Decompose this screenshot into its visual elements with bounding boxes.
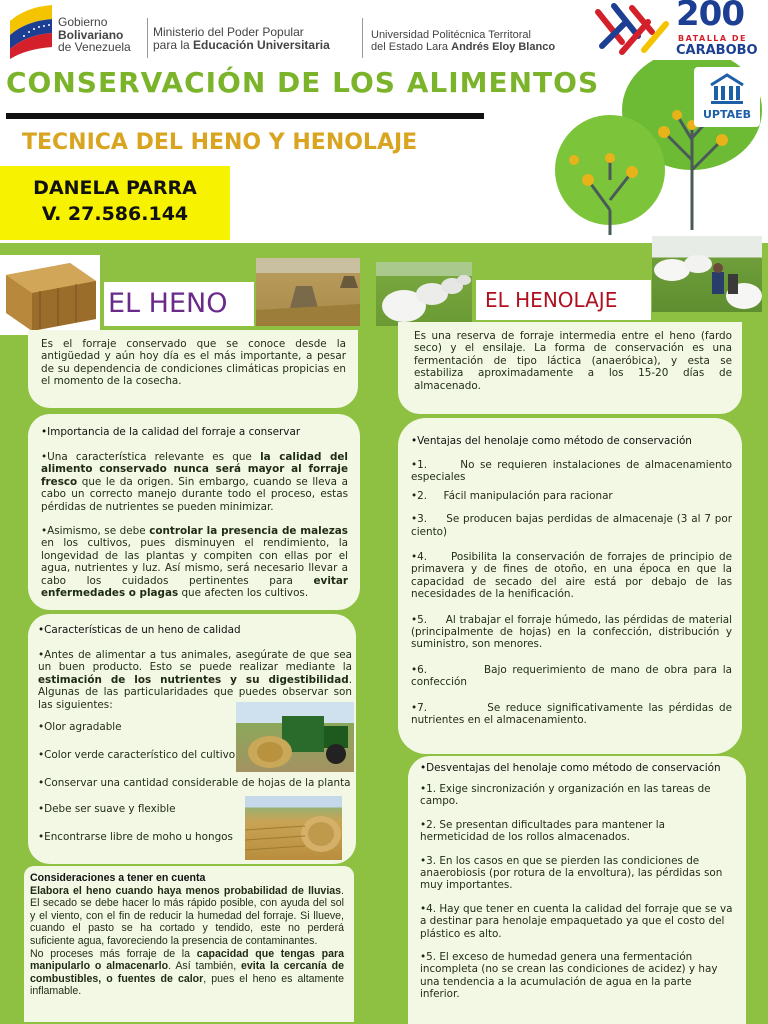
calidad-p2-c: en los cultivos, pues disminuyen el rendimiento, la longevidad de las plantas y compiten con ellas por el agua, nutrientes y luz. Así mismo, será necesario llevar a cabo los cuidados pertinentes para [41,537,348,587]
ventaja-item-7: •7. Se reduce significativamente las pérdidas de nutrientes en el almacenamiento. [411,701,736,727]
uptaeb-building-icon [707,71,747,107]
ventaja-item-2: •2. Fácil manipulación para racionar [411,489,613,502]
desventaja-item-5: •5. El exceso de humedad genera una fermentación incompleta (no se crean las condiciones de acidez) y hay una tendencia a la acumulación de agua en la parte inferior. [420,951,718,1001]
calidad-p2-a: •Asimismo, se debe [41,525,150,538]
author-name: DANELA PARRA [33,177,197,199]
uni-line1: Universidad Politécnica Territoral [371,29,531,41]
bicentennial-line2: CARABOBO [676,43,758,58]
gov-line3: de Venezuela [58,40,131,55]
caract-p1-c: . Algunas de las particularidades que puedes observar son las siguientes: [38,673,352,711]
university-name [371,30,555,53]
caract-item-4: •Debe ser suave y flexible [38,803,176,816]
consid-p2-e: , pues el heno es altamente inflamable. [30,972,344,998]
consid-p2-d: evita la cercanía de combustibles, o fuentes de calor [30,960,344,985]
calidad-p2-e: que afecten los cultivos. [178,587,309,600]
henolaje-workers-photo [652,236,762,312]
desventaja-item-3: •3. En los casos en que se pierden las condiciones de anaerobiosis (por rotura de la envoltura), las pérdidas son muy importantes. [420,854,723,892]
ventaja-item-5: •5. Al trabajar el forraje húmedo, las pérdidas de material (principalmente de hojas) en la confección, distribución y suministro, son menores. [411,613,736,651]
consid-p1-a: Elabora el heno cuando haya menos probabilidad de lluvias [30,884,342,897]
tractor-baler-photo [236,702,354,772]
heno-heading: EL HENO [104,282,254,326]
calidad-p2-d: evitar enfermedades o plagas [41,574,348,600]
ventajas-title: •Ventajas del henolaje como método de conservación [411,435,692,447]
caract-item-3: •Conservar una cantidad considerable de hojas de la planta [38,776,351,789]
caract-title: •Características de un heno de calidad [38,624,241,636]
caract-p1-a: •Antes de alimentar a tus animales, asegúrate de que sea un buen producto. Esto se puede realizar mediante la [38,649,352,674]
page-title: CONSERVACIÓN DE LOS ALIMENTOS [6,66,600,99]
hay-field-photo [256,258,360,326]
gov-name [58,16,131,54]
bicentennial-stripes-icon [592,2,672,58]
page-subtitle: TECNICA DEL HENO Y HENOLAJE [22,130,418,155]
author-box [0,166,230,240]
calidad-paragraph-2 [41,525,348,599]
title-underline [6,113,484,119]
desventaja-item-2: •2. Se presentan dificultades para mantener la hermeticidad de los rollos almacenados. [420,818,666,844]
consid-p2-b: capacidad que tengas para manipularlo o almacenarlo [30,947,344,973]
wrapped-bales-photo [376,262,472,326]
round-bale-field-photo [245,796,342,860]
ventaja-item-1: •1. No se requieren instalaciones de almacenamiento especiales [411,459,736,484]
heno-intro-card [28,330,358,408]
caract-item-5: •Encontrarse libre de moho u hongos [38,830,233,843]
ministry-line2a: para la [153,37,194,52]
ventaja-item-6: •6. Bajo requerimiento de mano de obra para la confección [411,663,736,689]
bicentennial-logo [592,0,768,62]
calidad-title: •Importancia de la calidad del forraje a conservar [41,426,301,438]
ministry-name [153,26,330,51]
calidad-p1-c: que le da origen. Sin embargo, cuando se lleva a cabo un correcto manejo durante todo el proceso, estas pérdidas de nutrientes se pueden minimizar. [41,475,348,513]
consid-paragraph-2 [30,948,344,998]
desventajas-title: •Desventajas del henolaje como método de conservación [420,762,721,774]
uni-line2b: Andrés Eloy Blanco [451,40,556,53]
heno-intro-text: Es el forraje conservado que se conoce desde la antigüedad y aún hoy día es el más importante, a pesar de su dependencia de condiciones climáticas propicias en el momento de la cosecha. [41,338,346,388]
consid-paragraph-1 [30,885,344,948]
consideraciones-card [24,866,354,1022]
gov-line1: Gobierno [58,15,108,29]
caract-item-1: •Olor agradable [38,721,122,734]
ministry-line2b: Educación Universitaria [193,37,330,52]
consid-p2-c: . Así también, [168,960,242,973]
calidad-p2-b: controlar la presencia de malezas [149,525,348,538]
calidad-p1-a: •Una característica relevante es que [41,451,261,463]
henolaje-intro-card [398,322,742,414]
calidad-p1-b: la calidad del alimento conservado nunca será mayor al forraje fresco [41,451,348,488]
caract-item-2: •Color verde característico del cultivo [38,749,236,762]
henolaje-intro-text: Es una reserva de forraje intermedia entre el heno (fardo seco) y el ensilaje. La forma de conservación es una fermentación de tipo láctica (anaeróbica), y esta se estabiliza aproximadamente a los 15-20 días de almacenado. [414,330,732,392]
consid-p1-b: . El secado se debe hacer lo más rápido posible, con ayuda del sol y el viento, con el fin de reducir la humedad del forraje. Si llueve, cuando el pasto se ha cortado y tendido, este no perderá suficiente agua, favoreciendo la presencia de contaminantes. [30,884,344,947]
uni-line2a: del Estado Lara [371,40,452,53]
consid-title: Consideraciones a tener en cuenta [30,872,206,884]
ventajas-card [398,418,742,754]
ministry-line1: Ministerio del Poder Popular [153,25,304,39]
author-id: V. 27.586.144 [41,203,189,225]
desventajas-card [408,756,746,1024]
header-bar [0,0,768,64]
consid-p2-a: No proceses más forraje de la [30,947,197,960]
bicentennial-line1: BATALLA DE [678,34,747,43]
uptaeb-logo [694,67,760,127]
venezuela-flag-logo [6,3,56,59]
bicentennial-number: 200 [676,0,744,34]
ventaja-item-4: •4. Posibilita la conservación de forrajes de principio de primavera y de fines de otoño, en una época en que la capacidad de secado del aire está por debajo de las necesidades de la henificación. [411,551,736,601]
caract-p1-b: estimación de los nutrientes y su digestibilidad [38,673,349,686]
henolaje-heading: EL HENOLAJE [476,280,651,320]
hay-bale-photo [0,255,100,335]
uptaeb-label: UPTAEB [702,108,752,121]
desventaja-item-1: •1. Exige sincronización y organización en las tareas de campo. [420,783,711,808]
ventaja-item-3: •3. Se producen bajas perdidas de almacenaje (3 al 7 por ciento) [411,513,736,538]
calidad-card [28,414,360,610]
desventaja-item-4: •4. Hay que tener en cuenta la calidad del forraje que se va a destinar para henolaje empaquetado ya que el costo del plástico es alto. [420,902,733,940]
calidad-paragraph-1 [41,451,348,513]
gov-line2: Bolivariano [58,27,124,42]
